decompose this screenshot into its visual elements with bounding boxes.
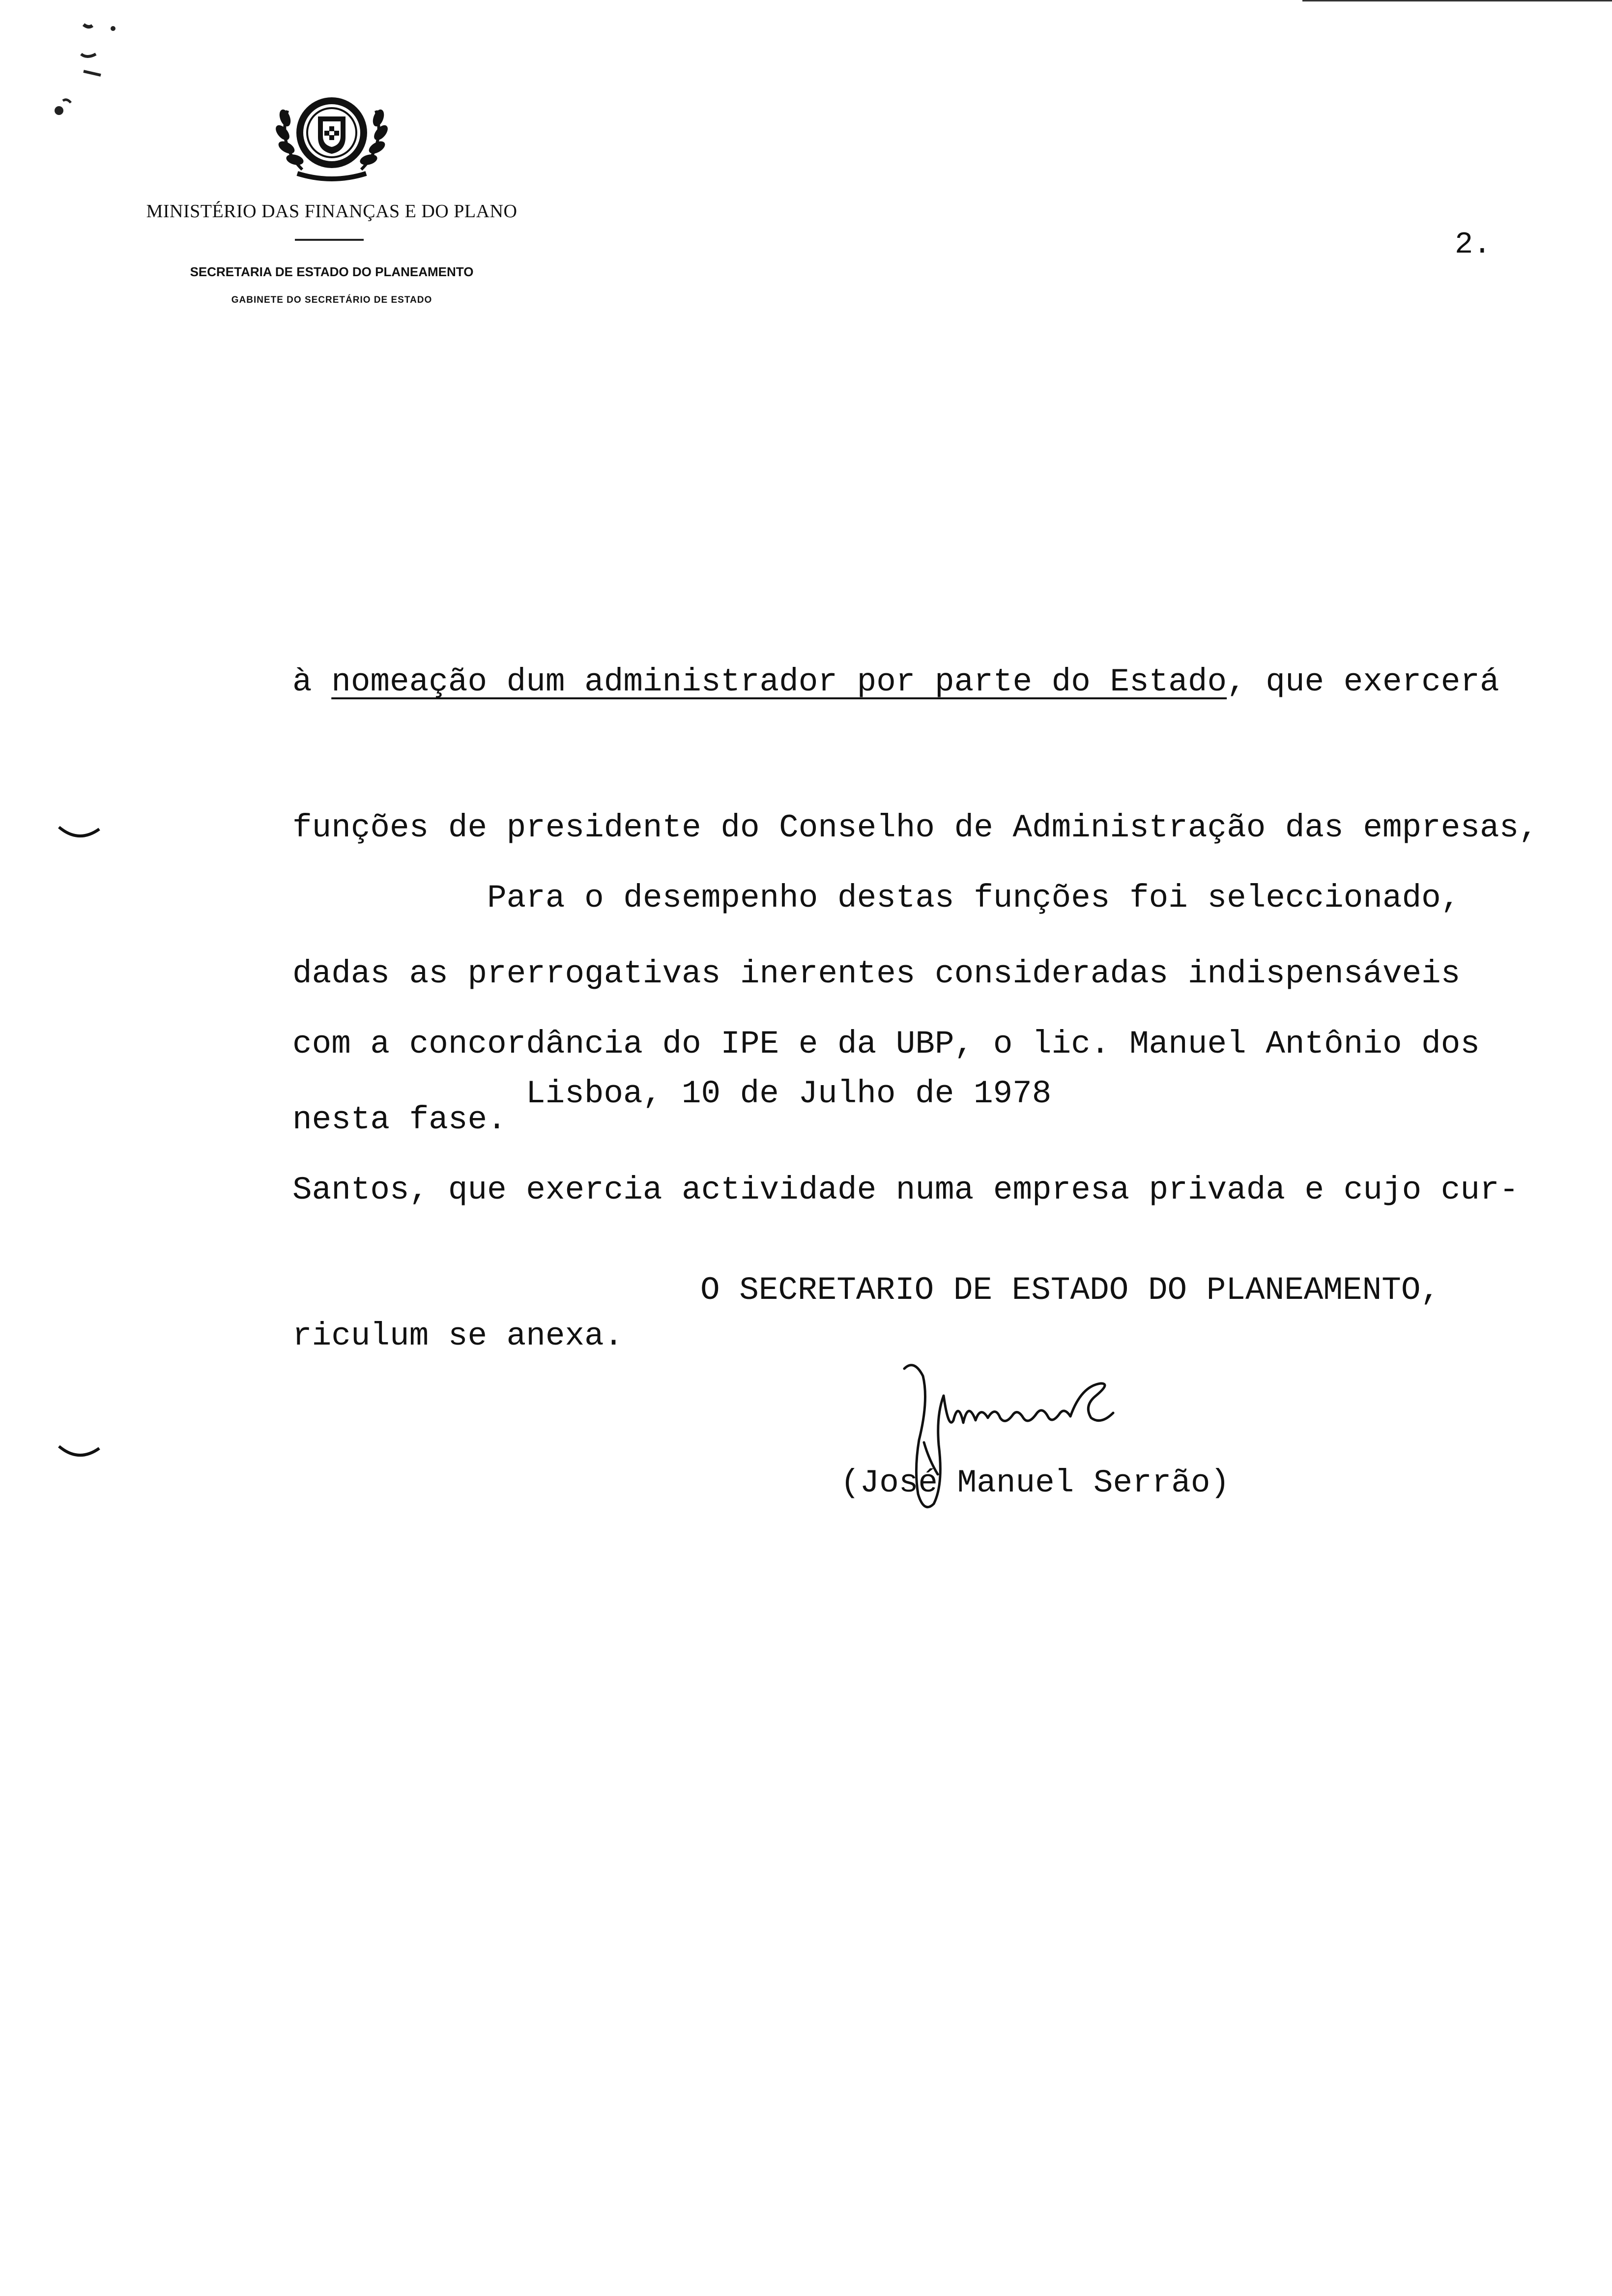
underlined-phrase: nomeação dum administrador por parte do Estado [331,663,1227,700]
signer-name: (José Manuel Serrão) [840,1464,1230,1501]
punch-hole-mark [54,1437,103,1467]
paragraph-line: dadas as prerrogativas inerentes consideradas indispensáveis [292,955,1461,992]
punch-hole-mark [54,818,103,848]
paragraph-line: Santos, que exercia actividade numa empresa privada e cujo cur- [292,1172,1519,1208]
paragraph-line [292,658,1538,706]
closing-title: O SECRETARIO DE ESTADO DO PLANEAMENTO, [700,1272,1440,1309]
paragraph-line: Para o desempenho destas funções foi seleccionado, [292,880,1461,917]
ministry-name: MINISTÉRIO DAS FINANÇAS E DO PLANO [146,201,518,222]
line-suffix: , que exercerá [1227,663,1499,700]
gabinete-name: GABINETE DO SECRETÁRIO DE ESTADO [231,295,432,305]
letterhead-divider [295,239,364,241]
scan-marks [34,10,123,128]
paragraph-line: funções de presidente do Conselho de Administração das empresas, [292,809,1538,846]
date-line: Lisboa, 10 de Julho de 1978 [526,1075,1052,1112]
paragraph-line: com a concordância do IPE e da UBP, o lic. Manuel Antônio dos [292,1026,1480,1062]
scan-edge-line [1302,0,1612,1]
line-prefix: à [292,663,332,700]
paragraph-line: riculum se anexa. [292,1318,624,1354]
secretaria-name: SECRETARIA DE ESTADO DO PLANEAMENTO [190,264,474,279]
page-number: 2. [1455,227,1492,262]
paragraph-line: nesta fase. [292,1101,507,1138]
portuguese-coat-of-arms-icon [268,81,396,184]
